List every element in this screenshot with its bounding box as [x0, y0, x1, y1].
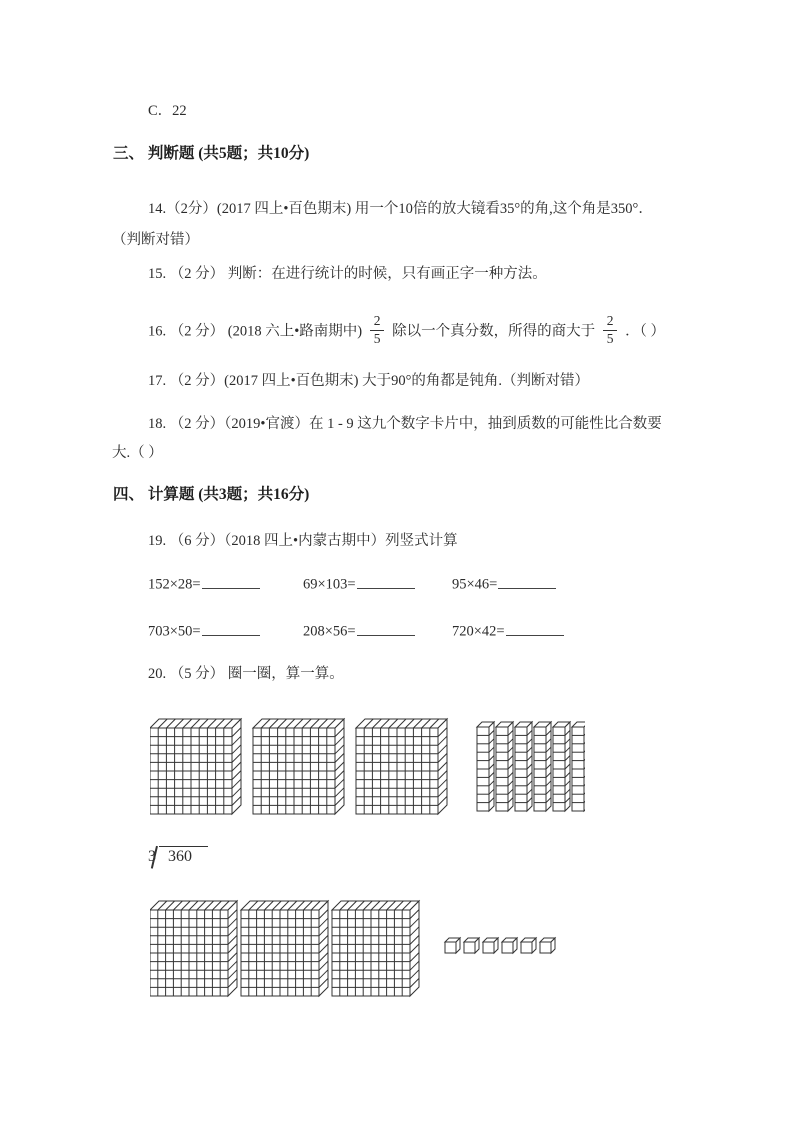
fraction-denominator: 5 — [373, 330, 381, 346]
question-17: 17. （2 分）(2017 四上•百色期末) 大于90°的角都是钝角.（判断对错） — [148, 373, 590, 389]
calc-expression: 720×42= — [452, 623, 505, 640]
answer-blank — [498, 573, 556, 589]
answer-option-c: C．22 — [148, 103, 187, 119]
long-division — [148, 846, 208, 869]
base-ten-blocks-row-2 — [150, 896, 570, 1012]
division-divisor: 3 — [148, 848, 156, 865]
fraction-numerator: 2 — [603, 314, 618, 331]
section-title-judgement: 三、 判断题 (共5题；共10分) — [113, 145, 310, 162]
calc-expression: 95×46= — [452, 576, 498, 593]
question-20: 20. （5 分） 圈一圈，算一算。 — [148, 666, 344, 682]
calc-expression: 208×56= — [303, 623, 356, 640]
answer-blank — [357, 620, 415, 636]
question-16-suffix: ．（ ） — [625, 323, 665, 340]
question-18-line2: 大.（ ） — [112, 445, 163, 461]
answer-blank — [506, 620, 564, 636]
calc-cell — [303, 620, 415, 641]
calc-expression: 69×103= — [303, 576, 356, 593]
calc-cell — [148, 620, 260, 641]
answer-blank — [202, 620, 260, 636]
question-18-line1: 18. （2 分）（2019•官渡）在 1 - 9 这九个数字卡片中，抽到质数的可能性比合数要 — [148, 416, 662, 432]
calc-expression: 703×50= — [148, 623, 201, 640]
question-16-prefix: 16. （2 分） (2018 六上•路南期中) — [148, 323, 363, 340]
base-ten-blocks-row-1 — [150, 714, 585, 830]
answer-blank — [202, 573, 260, 589]
question-14-line1: 14.（2分）(2017 四上•百色期末) 用一个10倍的放大镜看35°的角,这个角是350°． — [148, 201, 653, 217]
calc-cell — [452, 620, 564, 641]
answer-blank — [357, 573, 415, 589]
fraction-numerator: 2 — [370, 314, 385, 331]
calc-cell — [148, 573, 260, 594]
calc-cell — [303, 573, 415, 594]
division-bracket — [159, 846, 208, 869]
fraction-two-fifths — [603, 314, 618, 347]
section-title-calculation: 四、 计算题 (共3题；共16分) — [113, 486, 310, 503]
calc-cell — [452, 573, 556, 594]
question-15: 15. （2 分） 判断：在进行统计的时候，只有画正字一种方法。 — [148, 266, 547, 282]
question-16-middle: 除以一个真分数，所得的商大于 — [392, 323, 596, 340]
question-14-line2: （判断对错） — [112, 232, 199, 248]
calc-expression: 152×28= — [148, 576, 201, 593]
division-dividend: 360 — [168, 848, 192, 865]
fraction-denominator: 5 — [606, 330, 614, 346]
fraction-two-fifths — [370, 314, 385, 347]
question-19: 19. （6 分）（2018 四上•内蒙古期中）列竖式计算 — [148, 533, 458, 549]
question-16 — [148, 313, 665, 349]
